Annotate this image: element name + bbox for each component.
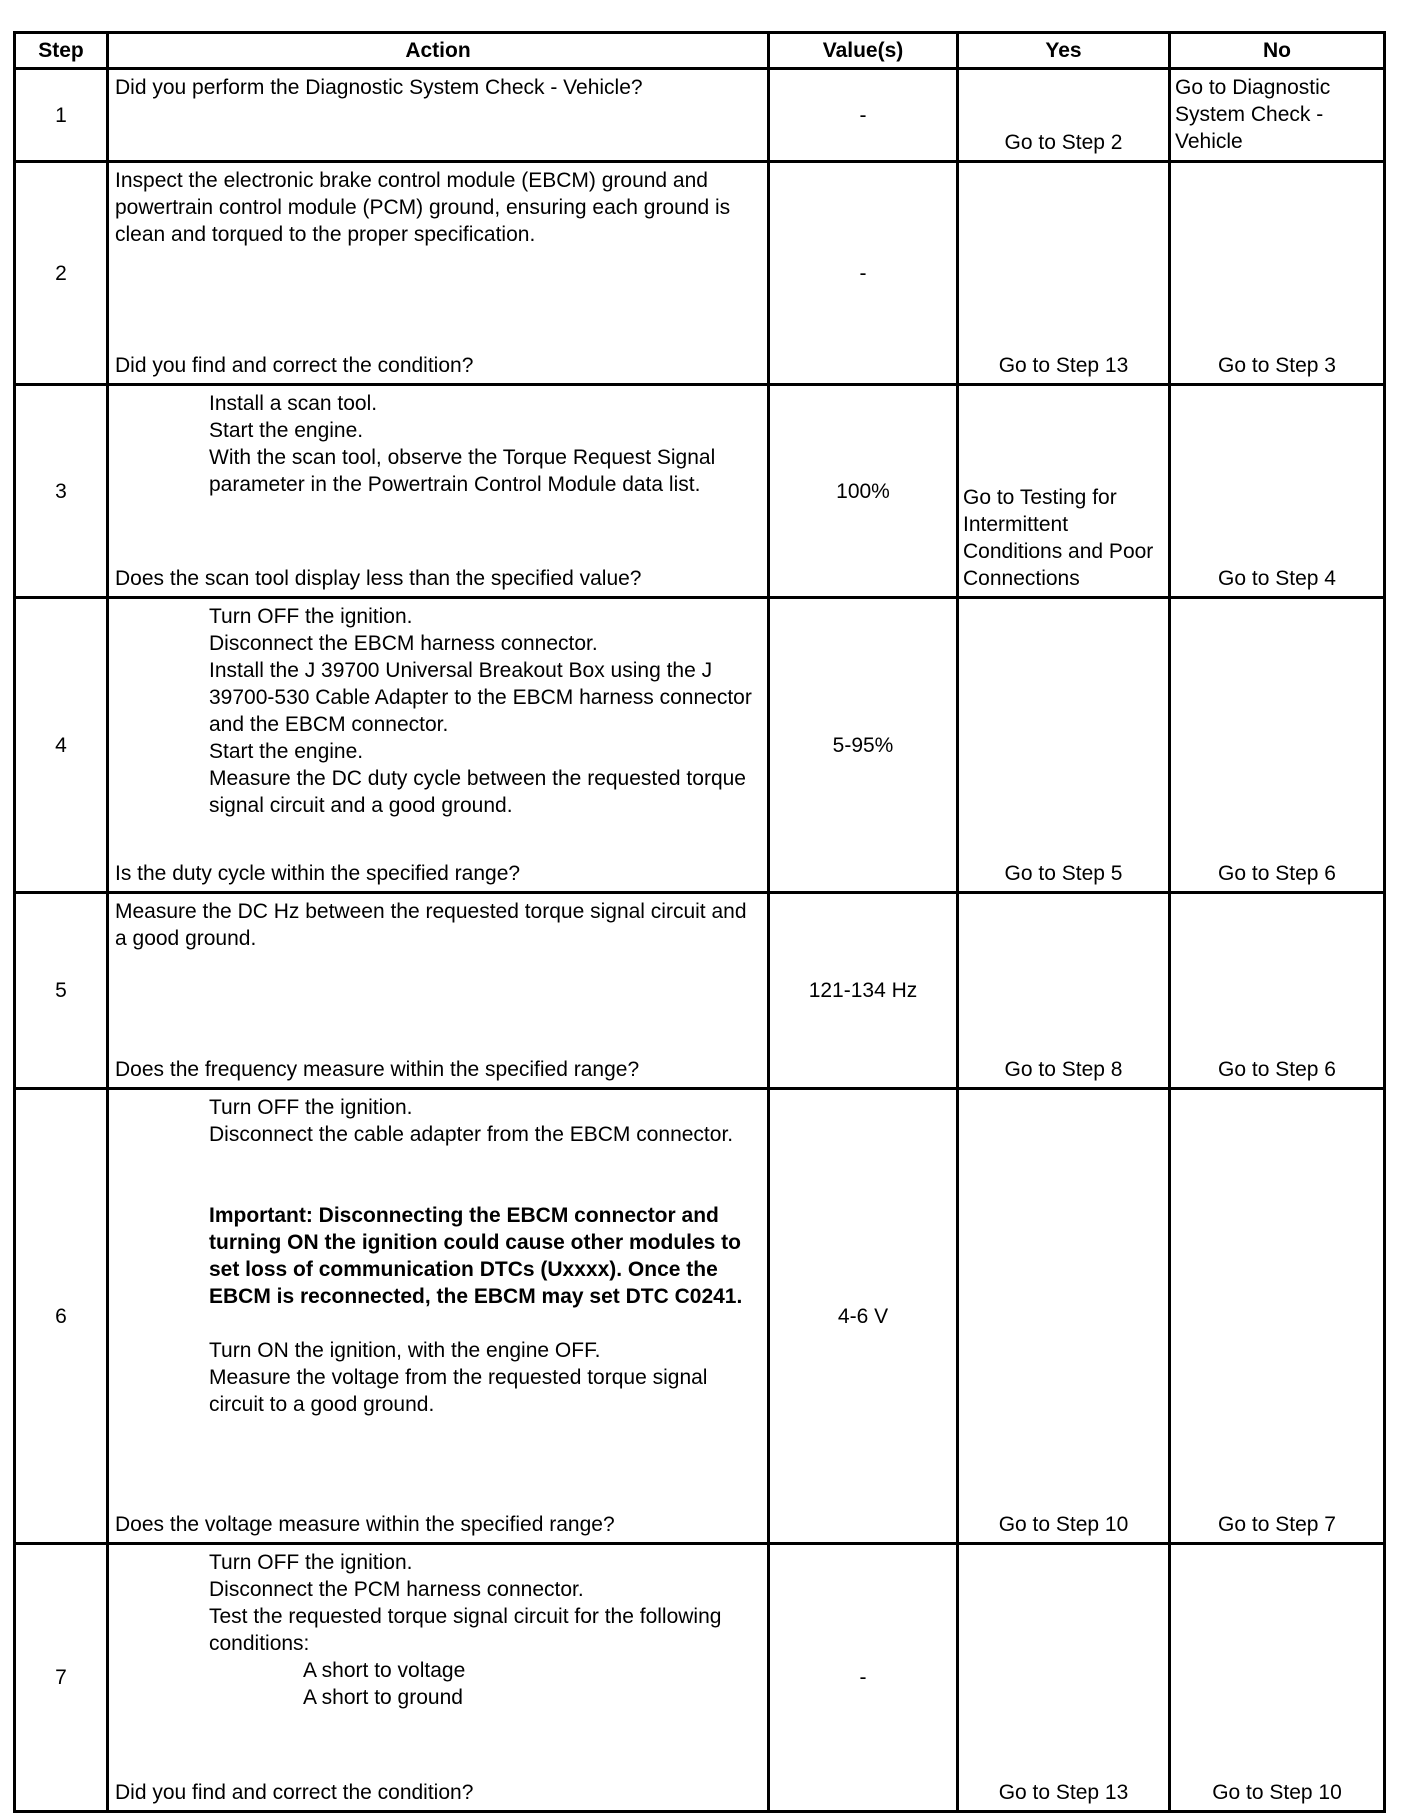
header-step: Step	[15, 33, 108, 69]
table-row	[15, 385, 1385, 598]
action-steps-2	[115, 1337, 761, 1418]
no-cell: Go to Step 3	[1170, 162, 1385, 385]
action-step: Install a scan tool.	[209, 392, 378, 415]
step-number: 1	[15, 69, 108, 162]
action-steps	[115, 1094, 761, 1148]
action-question: Did you find and correct the condition?	[115, 354, 474, 377]
table-row	[15, 598, 1385, 893]
step-number: 2	[15, 162, 108, 385]
step-number: 4	[15, 598, 108, 893]
action-intro: Inspect the electronic brake control module (EBCM) ground and powertrain control module (PCM) ground, ensuring each ground is clean and torqued to the proper specification.	[115, 169, 731, 246]
table-row	[15, 69, 1385, 162]
value-cell: -	[769, 69, 958, 162]
no-cell: Go to Step 10	[1170, 1544, 1385, 1812]
action-steps	[115, 1549, 761, 1657]
yes-cell: Go to Step 8	[958, 893, 1170, 1089]
action-intro: Measure the DC Hz between the requested torque signal circuit and a good ground.	[115, 900, 747, 950]
action-substeps	[115, 1657, 761, 1711]
value-cell: 4-6 V	[769, 1089, 958, 1544]
action-step: Disconnect the cable adapter from the EBCM connector.	[209, 1123, 734, 1146]
no-cell: Go to Diagnostic System Check - Vehicle	[1170, 69, 1385, 162]
no-cell: Go to Step 4	[1170, 385, 1385, 598]
header-action: Action	[108, 33, 769, 69]
action-cell	[108, 893, 769, 1089]
yes-cell: Go to Step 13	[958, 1544, 1170, 1812]
action-question: Did you find and correct the condition?	[115, 1781, 474, 1804]
table-header-row	[15, 33, 1385, 69]
yes-cell: Go to Step 2	[958, 69, 1170, 162]
value-cell: -	[769, 162, 958, 385]
table-row	[15, 1544, 1385, 1812]
no-cell: Go to Step 7	[1170, 1089, 1385, 1544]
value-cell: 100%	[769, 385, 958, 598]
action-cell	[108, 162, 769, 385]
action-step: Install the J 39700 Universal Breakout Box using the J 39700-530 Cable Adapter to the EBCM harness connector and the EBCM connector.	[209, 659, 752, 736]
diagnostic-table	[13, 31, 1386, 1813]
action-step: Measure the voltage from the requested torque signal circuit to a good ground.	[209, 1366, 708, 1416]
action-question: Is the duty cycle within the specified range?	[115, 862, 521, 885]
step-number: 3	[15, 385, 108, 598]
table-row	[15, 1089, 1385, 1544]
action-cell	[108, 69, 769, 162]
action-step: Turn OFF the ignition.	[209, 605, 413, 628]
action-cell	[108, 1544, 769, 1812]
action-step: Disconnect the EBCM harness connector.	[209, 632, 598, 655]
step-number: 7	[15, 1544, 108, 1812]
yes-cell: Go to Step 10	[958, 1089, 1170, 1544]
header-no: No	[1170, 33, 1385, 69]
action-step: With the scan tool, observe the Torque Request Signal parameter in the Powertrain Control Module data list.	[209, 446, 716, 496]
action-substep: A short to voltage	[303, 1659, 466, 1682]
yes-cell: Go to Step 5	[958, 598, 1170, 893]
action-step: Measure the DC duty cycle between the requested torque signal circuit and a good ground.	[209, 767, 746, 817]
action-step: Turn ON the ignition, with the engine OFF.	[209, 1339, 601, 1362]
action-cell	[108, 1089, 769, 1544]
yes-cell: Go to Step 13	[958, 162, 1170, 385]
header-values: Value(s)	[769, 33, 958, 69]
action-step: Disconnect the PCM harness connector.	[209, 1578, 584, 1601]
action-substep: A short to ground	[303, 1686, 463, 1709]
table-row	[15, 162, 1385, 385]
action-steps	[115, 390, 761, 498]
no-cell: Go to Step 6	[1170, 598, 1385, 893]
action-step: Turn OFF the ignition.	[209, 1096, 413, 1119]
yes-cell: Go to Testing for Intermittent Conditions and Poor Connections	[958, 385, 1170, 598]
action-step: Start the engine.	[209, 419, 364, 442]
value-cell: 121-134 Hz	[769, 893, 958, 1089]
header-yes: Yes	[958, 33, 1170, 69]
action-question: Did you perform the Diagnostic System Check - Vehicle?	[115, 76, 643, 99]
step-number: 5	[15, 893, 108, 1089]
action-cell	[108, 385, 769, 598]
action-question: Does the frequency measure within the specified range?	[115, 1058, 640, 1081]
value-cell: 5-95%	[769, 598, 958, 893]
action-cell	[108, 598, 769, 893]
no-cell: Go to Step 6	[1170, 893, 1385, 1089]
action-question: Does the voltage measure within the specified range?	[115, 1513, 615, 1536]
action-steps	[115, 603, 761, 819]
step-number: 6	[15, 1089, 108, 1544]
action-step: Turn OFF the ignition.	[209, 1551, 413, 1574]
important-note: Important: Disconnecting the EBCM connector and turning ON the ignition could cause other modules to set loss of communication DTCs (Uxxxx). Once the EBCM is reconnected, the EBCM may set DTC C0241.	[209, 1204, 743, 1308]
value-cell: -	[769, 1544, 958, 1812]
table-row	[15, 893, 1385, 1089]
action-step: Start the engine.	[209, 740, 364, 763]
action-step: Test the requested torque signal circuit for the following conditions:	[209, 1605, 722, 1655]
action-question: Does the scan tool display less than the specified value?	[115, 567, 642, 590]
